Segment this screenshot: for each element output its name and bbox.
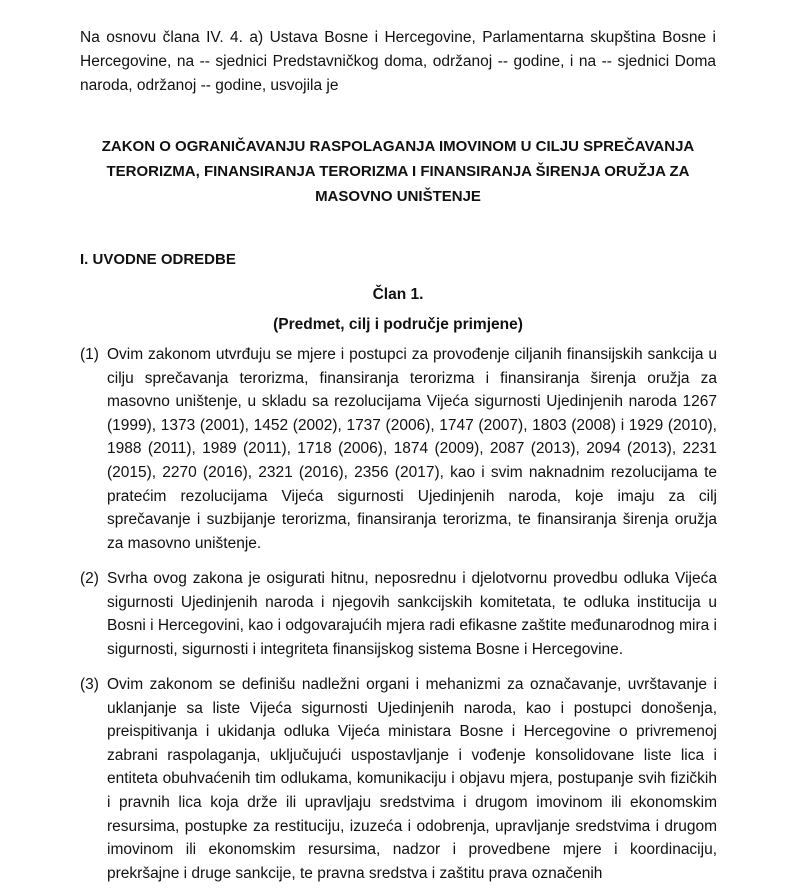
paragraph-number: (2): [80, 570, 99, 587]
article-number: Član 1.: [372, 286, 424, 303]
law-title: ZAKON O OGRANIČAVANJU RASPOLAGANJA IMOVINOM U CILJU SPREČAVANJA TERORIZMA, FINANSIRANJA TERORIZMA I FINANSIRANJA ŠIRENJA ORUŽJA ZA MASOVNO UNIŠTENJE: [101, 138, 695, 205]
article-subtitle: (Predmet, cilj i područje primjene): [273, 316, 523, 333]
paragraph-text: Svrha ovog zakona je osigurati hitnu, neposrednu i djelotvornu provedbu odluka Vijeća sigurnosti Ujedinjenih naroda i njegovih sankcijskih komitetata, te odluka institucija u Bosni i Hercegovini, kao i odgovarajućih mjera radi efikasne zaštite međunarodnog mira i sigurnosti, sigurnosti i integriteta finansijskog sistema Bosne i Hercegovine.: [107, 570, 717, 658]
section-heading: I. UVODNE ODREDBE: [80, 251, 236, 268]
paragraph-text: Ovim zakonom se definišu nadležni organi i mehanizmi za označavanje, uvrštavanje i uklanjanje sa liste Vijeća sigurnosti Ujedinjenih naroda, kao i postupci donošenja, preispitivanja i ukidanja odluka Vijeća ministara Bosne i Hercegovine o privremenoj zabrani raspolaganja, uključujući uspostavljanje i vođenje konsolidovane liste lica i entiteta obuhvaćenih tim odlukama, komunikaciju i objavu mjera, postupanje svih fizičkih i pravnih lica koja drže ili upravljaju sredstvima i drugom imovinom ili ekonomskim resursima, postupke za restituciju, izuzeća i odobrenja, upravljanje sredstvima i drugom imovinom ili ekonomskim resursima, nadzor i provedbene mjere i koordinaciju, prekršajne i druge sankcije, te pravna sredstva i zaštitu prava označenih: [107, 676, 717, 882]
paragraph-text: Ovim zakonom utvrđuju se mjere i postupci za provođenje ciljanih finansijskih sankcija u cilju sprečavanja terorizma, finansiranja terorizma i finansiranja širenja oružja za masovno uništenje, u skladu sa rezolucijama Vijeća sigurnosti Ujedinjenih naroda 1267 (1999), 1373 (2001), 1452 (2002), 1737 (2006), 1747 (2007), 1803 (2008) i 1929 (2010), 1988 (2011), 1989 (2011), 1718 (2006), 1874 (2009), 2087 (2013), 2094 (2013), 2231 (2015), 2270 (2016), 2321 (2016), 2356 (2017), kao i svim naknadnim rezolucijama te pratećim rezolucijama Vijeća sigurnosti Ujedinjenih naroda, koje imaju za cilj sprečavanje i suzbijanje terorizma, finansiranja terorizma, te finansiranja širenja oružja za masovno uništenje.: [107, 346, 717, 552]
paragraph-number: (1): [80, 346, 99, 363]
preamble-paragraph: Na osnovu člana IV. 4. a) Ustava Bosne i Hercegovine, Parlamentarna skupština Bosne i Hercegovine, na -- sjednici Predstavničkog doma, održanoj -- godine, i na -- sjednici Doma naroda, održanoj -- godine, usvojila je: [80, 29, 716, 94]
paragraph-number: (3): [80, 676, 99, 693]
